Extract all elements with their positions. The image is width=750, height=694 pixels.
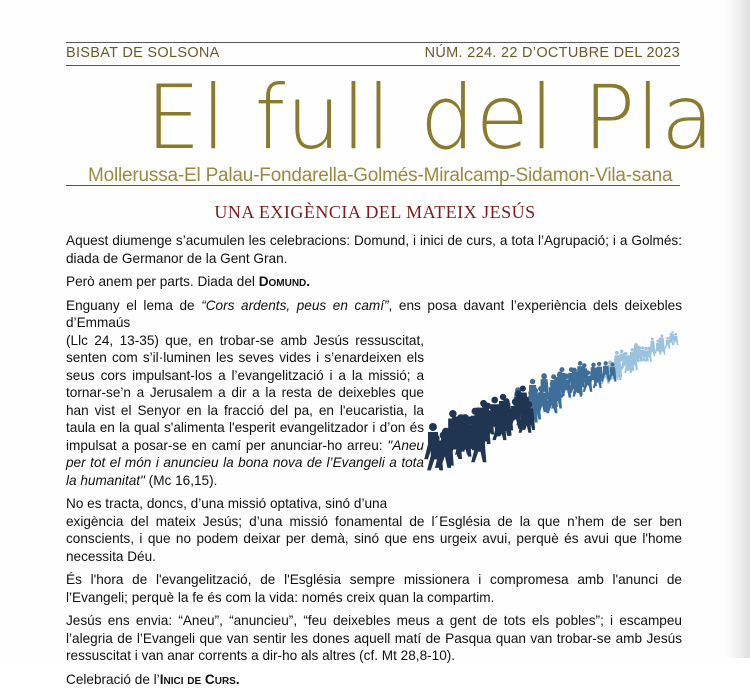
paragraph-1: Aquest diumenge s’acumulen les celebracions: Domund, i inici de curs, a tota l’Agrupació; i a Golmés: diada de Germanor de la Gent Gran. — [66, 233, 682, 266]
paragraph-3: Enguany el lema de “Cors ardents, peus en camí”, ens posa davant l’experiència dels deixebles d’Emmaús (Llc 24, 13-35) que, en trobar-se amb Jesús ressuscitat, senten com s’il·luminen les seves vides i s’enardeixen els seus cors impulsant-los a l’evangelització i a la missió; a tornar-se’n a Jerusalem a dir a la resta de deixebles que han vist el Senyor en la fracció del pa, en l'eucaristia, la taula en la qual s'alimenta l'esperit evangelitzador i d’on és impulsat a posar-se en camí per anunciar-ho arreu: "Aneu per tot el món i anuncieu la bona nova de l’Evangeli a tota la humanitat" (Mc 16,15). — [66, 297, 682, 488]
paragraph-3-narrow: (Llc 24, 13-35) que, en trobar-se amb Jesús ressuscitat, senten com s’il·luminen les seves vides i s’enardeixen els seus cors impulsant-los a l’evangelització i a la missió; a tornar-se’n a Jerusalem a dir a la resta de deixebles que han vist el Senyor en la fracció del pa, en l'eucaristia, la taula en la qual s'alimenta l'esperit evangelitzador i d’on és impulsat a posar-se en camí per anunciar-ho arreu: "Aneu per tot el món i anuncieu la bona nova de l’Evangeli a tota la humanitat" (Mc 16,15). — [66, 332, 424, 488]
paragraph-6: Jesús ens envia: “Aneu”, “anuncieu”, “feu deixebles meus a gent de tots els pobles”; i escampeu l’alegria de l’Evangeli que van sentir les dones aquell matí de Pasqua quan van trobar-se amb Jesús ressuscitat i van anar corrents a dir-ho als altres (cf. Mt 28,8-10). — [66, 613, 682, 663]
paragraph-4: No es tracta, doncs, d’una missió optativa, sinó d’una exigència del mateix Jesús; d’una missió fonamental de l´Església de la que n’hem de ser ben conscients, i que no podem deixar per demà, sinó que ens urgeix avui, perquè és avui que l'home necessita Déu. — [66, 496, 682, 564]
paragraph-2: Però anem per parts. Diada del Domund. — [66, 274, 311, 289]
header-bar — [66, 42, 680, 66]
diocese-label: BISBAT DE SOLSONA — [66, 45, 220, 61]
issue-date: NÚM. 224. 22 D’OCTUBRE DEL 2023 — [424, 45, 680, 61]
walking-crowd-illustration — [422, 326, 684, 476]
masthead-subtitle: Mollerussa-El Palau-Fondarella-Golmés-Miralcamp-Sidamon-Vila-sana — [88, 165, 673, 186]
page-edge-shadow — [724, 0, 750, 658]
paragraph-7: Celebració de l’Inici de Curs. — [66, 671, 240, 687]
masthead-title: El full del Pla — [146, 66, 715, 169]
divider — [66, 185, 680, 186]
paragraph-5: És l'hora de l'evangelització, de l'Església sempre missionera i compromesa amb l'anunci de l’Evangeli; perquè la fe és com la vida: només creix quan la compartim. — [66, 572, 682, 605]
article-title: UNA EXIGÈNCIA DEL MATEIX JESÚS — [214, 202, 536, 222]
